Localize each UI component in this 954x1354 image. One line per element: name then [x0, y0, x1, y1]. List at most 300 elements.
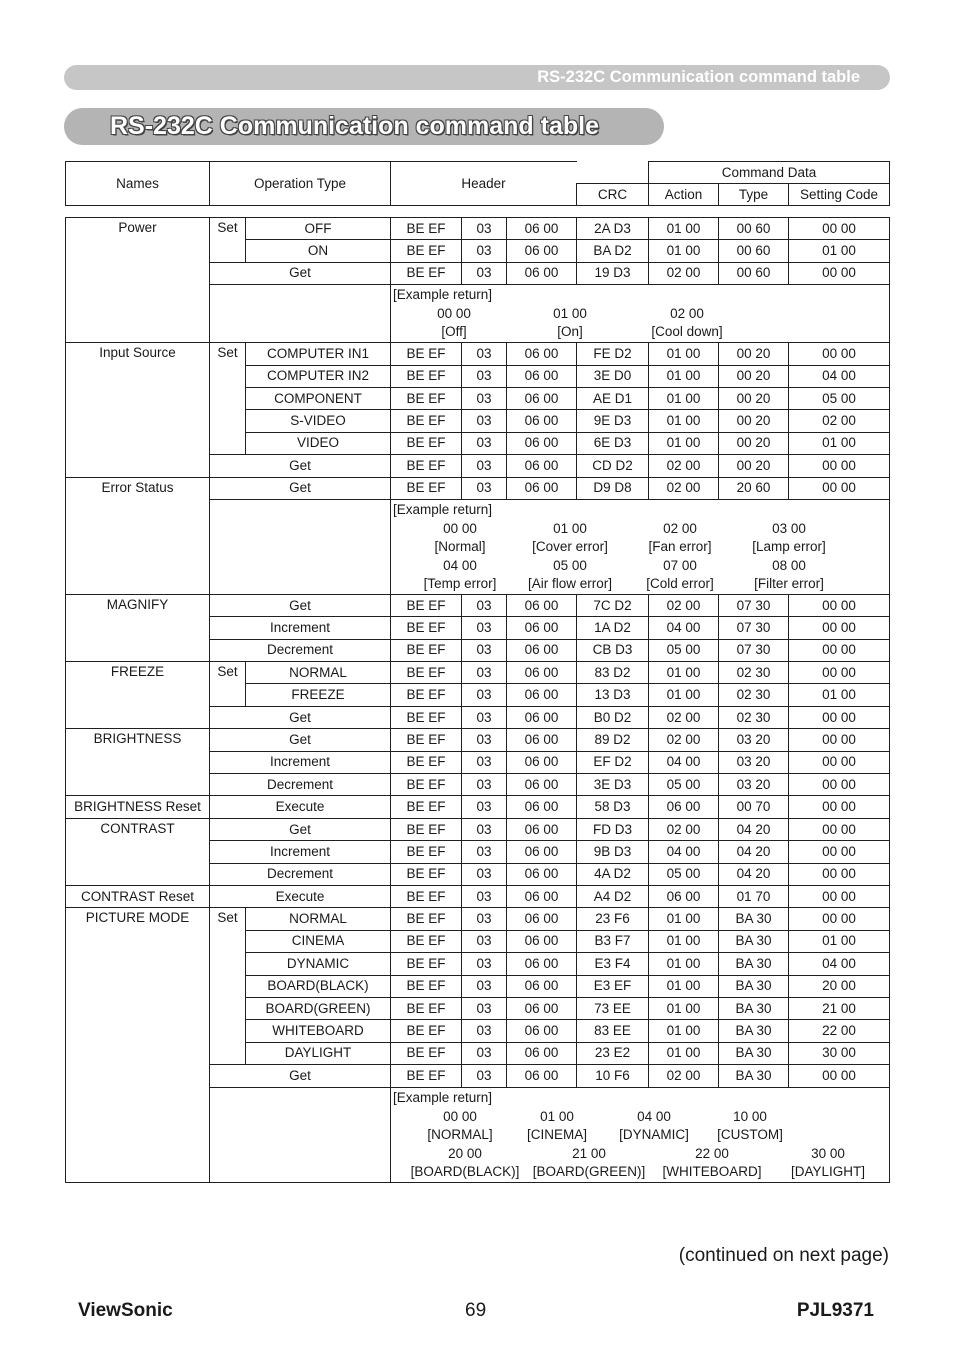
operation-type: Increment [210, 617, 391, 639]
crc-value: 13 D3 [577, 684, 649, 706]
operation-type: ON [246, 240, 391, 262]
example-return-code: 30 00 [811, 1145, 845, 1161]
table-row [66, 218, 890, 240]
type-value: BA 30 [719, 975, 789, 997]
action-value: 02 00 [649, 706, 719, 728]
example-return-code: 20 00 [448, 1145, 482, 1161]
setting-code-value: 20 00 [789, 975, 890, 997]
header-byte-3: 06 00 [507, 218, 577, 240]
command-name: BRIGHTNESS Reset [66, 796, 210, 818]
crc-value: FE D2 [577, 343, 649, 365]
operation-type: Execute [210, 885, 391, 907]
command-name: Error Status [66, 477, 210, 594]
operation-type: Decrement [210, 863, 391, 885]
type-value: 00 20 [719, 410, 789, 432]
example-return-desc: [BOARD(GREEN)] [532, 1163, 646, 1179]
crc-value: 89 D2 [577, 729, 649, 751]
header-operation-type: Operation Type [210, 162, 391, 206]
setting-code-value: 00 00 [789, 774, 890, 796]
header-byte-1: BE EF [391, 751, 462, 773]
command-table-body [66, 162, 890, 1183]
header-byte-3: 06 00 [507, 953, 577, 975]
action-value: 02 00 [649, 455, 719, 477]
type-value: 00 20 [719, 365, 789, 387]
type-value: 00 60 [719, 240, 789, 262]
crc-value: 6E D3 [577, 432, 649, 454]
header-byte-1: BE EF [391, 684, 462, 706]
example-return [391, 1087, 890, 1182]
example-return-desc: [Normal] [434, 538, 486, 554]
operation-type: FREEZE [246, 684, 391, 706]
header-byte-1: BE EF [391, 930, 462, 952]
crc-value: EF D2 [577, 751, 649, 773]
header-byte-2: 03 [462, 841, 507, 863]
header-byte-1: BE EF [391, 594, 462, 616]
operation-type: Get [210, 455, 391, 477]
operation-type: COMPUTER IN1 [246, 343, 391, 365]
set-label: Set [210, 218, 246, 263]
header-byte-2: 03 [462, 639, 507, 661]
header-byte-2: 03 [462, 343, 507, 365]
header-byte-1: BE EF [391, 240, 462, 262]
header-byte-1: BE EF [391, 617, 462, 639]
crc-value: B3 F7 [577, 930, 649, 952]
header-crc-spacer [577, 162, 649, 184]
type-value: BA 30 [719, 1065, 789, 1087]
header-byte-2: 03 [462, 432, 507, 454]
action-value: 01 00 [649, 1042, 719, 1064]
header-byte-2: 03 [462, 774, 507, 796]
table-row [66, 796, 890, 818]
header-byte-1: BE EF [391, 863, 462, 885]
setting-code-value: 01 00 [789, 432, 890, 454]
header-byte-2: 03 [462, 930, 507, 952]
header-byte-2: 03 [462, 477, 507, 499]
type-value: 03 20 [719, 729, 789, 751]
header-byte-2: 03 [462, 1042, 507, 1064]
setting-code-value: 00 00 [789, 455, 890, 477]
header-byte-3: 06 00 [507, 387, 577, 409]
example-return-desc: [BOARD(BLACK)] [410, 1163, 520, 1179]
example-return-label: [Example return] [393, 287, 493, 303]
operation-type: DYNAMIC [246, 953, 391, 975]
command-name: MAGNIFY [66, 594, 210, 661]
header-byte-3: 06 00 [507, 1020, 577, 1042]
command-table-wrapper [65, 161, 889, 1183]
table-row [66, 885, 890, 907]
example-return-item [752, 520, 826, 556]
header-byte-2: 03 [462, 684, 507, 706]
example-return-item [411, 1145, 520, 1181]
table-row [66, 594, 890, 616]
example-return-desc: [CINEMA] [526, 1126, 588, 1142]
action-value: 01 00 [649, 240, 719, 262]
setting-code-value: 04 00 [789, 365, 890, 387]
example-return-line [393, 554, 889, 591]
action-value: 04 00 [649, 751, 719, 773]
setting-code-value: 05 00 [789, 387, 890, 409]
header-gap-cell [66, 206, 890, 218]
header-byte-2: 03 [462, 410, 507, 432]
header-byte-1: BE EF [391, 729, 462, 751]
header-byte-3: 06 00 [507, 1042, 577, 1064]
type-value: 01 70 [719, 885, 789, 907]
example-return-code: 04 00 [443, 557, 477, 573]
crc-value: 83 D2 [577, 662, 649, 684]
type-value: 07 30 [719, 594, 789, 616]
command-name: BRIGHTNESS [66, 729, 210, 796]
header-byte-3: 06 00 [507, 477, 577, 499]
command-table [65, 161, 890, 1183]
header-byte-2: 03 [462, 240, 507, 262]
header-byte-3: 06 00 [507, 818, 577, 840]
header-byte-3: 06 00 [507, 774, 577, 796]
header-setting-code: Setting Code [789, 184, 890, 206]
action-value: 02 00 [649, 262, 719, 284]
example-return-desc: [Lamp error] [752, 538, 826, 554]
crc-value: 73 EE [577, 997, 649, 1019]
header-byte-2: 03 [462, 953, 507, 975]
type-value: 03 20 [719, 774, 789, 796]
type-value: 00 20 [719, 343, 789, 365]
header-byte-3: 06 00 [507, 796, 577, 818]
header-byte-2: 03 [462, 997, 507, 1019]
command-name: CONTRAST Reset [66, 885, 210, 907]
table-row [66, 662, 890, 684]
continued-note: (continued on next page) [678, 1245, 889, 1266]
crc-value: 10 F6 [577, 1065, 649, 1087]
action-value: 05 00 [649, 639, 719, 661]
type-value: BA 30 [719, 1042, 789, 1064]
command-name: Input Source [66, 343, 210, 477]
setting-code-value: 00 00 [789, 751, 890, 773]
example-return-line [393, 517, 889, 554]
header-byte-1: BE EF [391, 477, 462, 499]
example-return-item [553, 305, 587, 341]
type-value: 02 30 [719, 684, 789, 706]
crc-value: 7C D2 [577, 594, 649, 616]
set-label: Set [210, 662, 246, 707]
example-return-code: 03 00 [772, 520, 806, 536]
header-byte-1: BE EF [391, 1042, 462, 1064]
example-return-item [427, 1108, 492, 1144]
example-return-item [754, 557, 824, 593]
action-value: 01 00 [649, 930, 719, 952]
setting-code-value: 00 00 [789, 863, 890, 885]
header-byte-2: 03 [462, 218, 507, 240]
operation-type: NORMAL [246, 908, 391, 930]
header-byte-1: BE EF [391, 662, 462, 684]
type-value: 07 30 [719, 617, 789, 639]
example-return-code: 05 00 [553, 557, 587, 573]
type-value: BA 30 [719, 908, 789, 930]
example-return-code: 10 00 [733, 1108, 767, 1124]
command-name: CONTRAST [66, 818, 210, 885]
header-byte-1: BE EF [391, 953, 462, 975]
action-value: 01 00 [649, 662, 719, 684]
type-value: 02 30 [719, 706, 789, 728]
header-names: Names [66, 162, 210, 206]
setting-code-value: 00 00 [789, 594, 890, 616]
table-row [66, 818, 890, 840]
setting-code-value: 00 00 [789, 262, 890, 284]
example-return-line [393, 302, 889, 339]
example-return-label: [Example return] [393, 1089, 493, 1105]
setting-code-value: 00 00 [789, 841, 890, 863]
crc-value: 19 D3 [577, 262, 649, 284]
header-byte-3: 06 00 [507, 841, 577, 863]
set-label: Set [210, 343, 246, 455]
example-return-code: 07 00 [663, 557, 697, 573]
header-byte-1: BE EF [391, 997, 462, 1019]
example-return-line [393, 1142, 889, 1179]
type-value: 00 20 [719, 455, 789, 477]
example-return-item [651, 305, 722, 341]
crc-value: BA D2 [577, 240, 649, 262]
setting-code-value: 02 00 [789, 410, 890, 432]
example-return-code: 00 00 [443, 1108, 477, 1124]
type-value: 03 20 [719, 751, 789, 773]
crc-value: 4A D2 [577, 863, 649, 885]
header-byte-3: 06 00 [507, 997, 577, 1019]
action-value: 02 00 [649, 477, 719, 499]
header-byte-2: 03 [462, 885, 507, 907]
header-byte-3: 06 00 [507, 706, 577, 728]
header-byte-2: 03 [462, 617, 507, 639]
crc-value: E3 F4 [577, 953, 649, 975]
example-return-code: 04 00 [637, 1108, 671, 1124]
header-byte-2: 03 [462, 908, 507, 930]
operation-type: COMPUTER IN2 [246, 365, 391, 387]
example-return-item [527, 1108, 587, 1144]
crc-value: 23 E2 [577, 1042, 649, 1064]
type-value: 00 60 [719, 262, 789, 284]
action-value: 01 00 [649, 410, 719, 432]
header-byte-1: BE EF [391, 432, 462, 454]
example-return-item [532, 520, 608, 556]
header-byte-1: BE EF [391, 885, 462, 907]
setting-code-value: 01 00 [789, 684, 890, 706]
crc-value: CB D3 [577, 639, 649, 661]
setting-code-value: 30 00 [789, 1042, 890, 1064]
operation-type: Decrement [210, 639, 391, 661]
example-return [391, 499, 890, 594]
action-value: 01 00 [649, 343, 719, 365]
example-operation-spacer [210, 499, 391, 594]
header-byte-3: 06 00 [507, 662, 577, 684]
header-byte-1: BE EF [391, 908, 462, 930]
header-byte-1: BE EF [391, 410, 462, 432]
example-return-code: 22 00 [695, 1145, 729, 1161]
section-banner-text: RS-232C Communication command table [537, 68, 860, 86]
type-value: 00 60 [719, 218, 789, 240]
example-return-item [437, 305, 471, 341]
example-return-desc: [Temp error] [423, 575, 497, 591]
action-value: 01 00 [649, 387, 719, 409]
header-crc: CRC [577, 184, 649, 206]
example-return-item [791, 1145, 865, 1181]
header-byte-2: 03 [462, 863, 507, 885]
type-value: 04 20 [719, 863, 789, 885]
header-byte-3: 06 00 [507, 617, 577, 639]
action-value: 01 00 [649, 684, 719, 706]
example-return-line [393, 1105, 889, 1142]
type-value: 20 60 [719, 477, 789, 499]
header-header: Header [391, 162, 577, 206]
header-action: Action [649, 184, 719, 206]
crc-value: B0 D2 [577, 706, 649, 728]
example-return-desc: [DAYLIGHT] [790, 1163, 866, 1179]
action-value: 01 00 [649, 997, 719, 1019]
setting-code-value: 04 00 [789, 953, 890, 975]
crc-value: 2A D3 [577, 218, 649, 240]
header-gap [66, 206, 890, 218]
header-byte-3: 06 00 [507, 684, 577, 706]
example-return-label: [Example return] [393, 501, 493, 517]
operation-type: WHITEBOARD [246, 1020, 391, 1042]
header-byte-3: 06 00 [507, 594, 577, 616]
header-byte-3: 06 00 [507, 729, 577, 751]
footer-brand: ViewSonic [78, 1300, 173, 1321]
action-value: 04 00 [649, 841, 719, 863]
header-byte-1: BE EF [391, 706, 462, 728]
header-byte-2: 03 [462, 729, 507, 751]
operation-type: Increment [210, 751, 391, 773]
setting-code-value: 00 00 [789, 818, 890, 840]
example-operation-spacer [210, 285, 391, 343]
example-return-desc: [DYNAMIC] [619, 1126, 689, 1142]
header-byte-3: 06 00 [507, 343, 577, 365]
table-row [66, 477, 890, 499]
operation-type: BOARD(BLACK) [246, 975, 391, 997]
setting-code-value: 22 00 [789, 1020, 890, 1042]
action-value: 04 00 [649, 617, 719, 639]
setting-code-value: 01 00 [789, 930, 890, 952]
header-byte-3: 06 00 [507, 240, 577, 262]
example-return-code: 01 00 [553, 306, 587, 322]
example-return-item [434, 520, 485, 556]
header-byte-1: BE EF [391, 455, 462, 477]
action-value: 02 00 [649, 818, 719, 840]
header-byte-1: BE EF [391, 841, 462, 863]
action-value: 02 00 [649, 594, 719, 616]
header-command-data: Command Data [649, 162, 890, 184]
example-return-item [533, 1145, 646, 1181]
header-byte-1: BE EF [391, 218, 462, 240]
header-byte-1: BE EF [391, 343, 462, 365]
header-byte-2: 03 [462, 1020, 507, 1042]
action-value: 01 00 [649, 975, 719, 997]
setting-code-value: 00 00 [789, 477, 890, 499]
example-return-item [646, 557, 714, 593]
header-byte-2: 03 [462, 975, 507, 997]
setting-code-value: 00 00 [789, 796, 890, 818]
operation-type: COMPONENT [246, 387, 391, 409]
example-return-desc: [Cover error] [532, 538, 608, 554]
setting-code-value: 00 00 [789, 706, 890, 728]
example-return-code: 02 00 [670, 306, 704, 322]
type-value: BA 30 [719, 1020, 789, 1042]
example-return-desc: [On] [557, 324, 583, 340]
header-byte-1: BE EF [391, 975, 462, 997]
header-byte-1: BE EF [391, 796, 462, 818]
header-byte-1: BE EF [391, 1065, 462, 1087]
table-row [66, 343, 890, 365]
header-byte-1: BE EF [391, 774, 462, 796]
example-return-desc: [NORMAL] [427, 1126, 493, 1142]
header-row [66, 162, 890, 184]
crc-value: A4 D2 [577, 885, 649, 907]
operation-type: Increment [210, 841, 391, 863]
example-return-desc: [Filter error] [754, 575, 824, 591]
example-return-desc: [CUSTOM] [717, 1126, 783, 1142]
operation-type: Get [210, 1065, 391, 1087]
header-type: Type [719, 184, 789, 206]
header-byte-2: 03 [462, 796, 507, 818]
example-return-code: 01 00 [553, 520, 587, 536]
header-byte-2: 03 [462, 387, 507, 409]
example-return-code: 02 00 [663, 520, 697, 536]
crc-value: E3 EF [577, 975, 649, 997]
action-value: 05 00 [649, 863, 719, 885]
header-byte-1: BE EF [391, 639, 462, 661]
crc-value: 23 F6 [577, 908, 649, 930]
crc-value: 1A D2 [577, 617, 649, 639]
operation-type: Get [210, 477, 391, 499]
footer-model: PJL9371 [796, 1300, 874, 1321]
operation-type: Get [210, 706, 391, 728]
action-value: 01 00 [649, 953, 719, 975]
crc-value: 3E D3 [577, 774, 649, 796]
crc-value: 83 EE [577, 1020, 649, 1042]
action-value: 01 00 [649, 432, 719, 454]
header-byte-2: 03 [462, 751, 507, 773]
action-value: 06 00 [649, 796, 719, 818]
example-return-item [424, 557, 497, 593]
example-return-item [662, 1145, 761, 1181]
example-return-item [648, 520, 711, 556]
header-byte-2: 03 [462, 594, 507, 616]
header-byte-2: 03 [462, 1065, 507, 1087]
footer-page-number: 69 [465, 1300, 487, 1321]
header-byte-3: 06 00 [507, 885, 577, 907]
example-return-code: 01 00 [540, 1108, 574, 1124]
operation-type: Get [210, 729, 391, 751]
action-value: 06 00 [649, 885, 719, 907]
header-byte-3: 06 00 [507, 432, 577, 454]
header-byte-2: 03 [462, 818, 507, 840]
header-byte-1: BE EF [391, 365, 462, 387]
header-byte-1: BE EF [391, 818, 462, 840]
set-label: Set [210, 908, 246, 1065]
type-value: BA 30 [719, 953, 789, 975]
crc-value: 58 D3 [577, 796, 649, 818]
type-value: 04 20 [719, 818, 789, 840]
operation-type: Get [210, 594, 391, 616]
example-return-desc: [Cold error] [646, 575, 714, 591]
example-operation-spacer [210, 1087, 391, 1182]
action-value: 02 00 [649, 729, 719, 751]
setting-code-value: 00 00 [789, 343, 890, 365]
example-return-desc: [WHITEBOARD] [662, 1163, 762, 1179]
example-return [391, 285, 890, 343]
header-byte-2: 03 [462, 262, 507, 284]
setting-code-value: 00 00 [789, 885, 890, 907]
type-value: 00 20 [719, 387, 789, 409]
operation-type: Execute [210, 796, 391, 818]
example-return-desc: [Off] [441, 324, 467, 340]
setting-code-value: 00 00 [789, 1065, 890, 1087]
